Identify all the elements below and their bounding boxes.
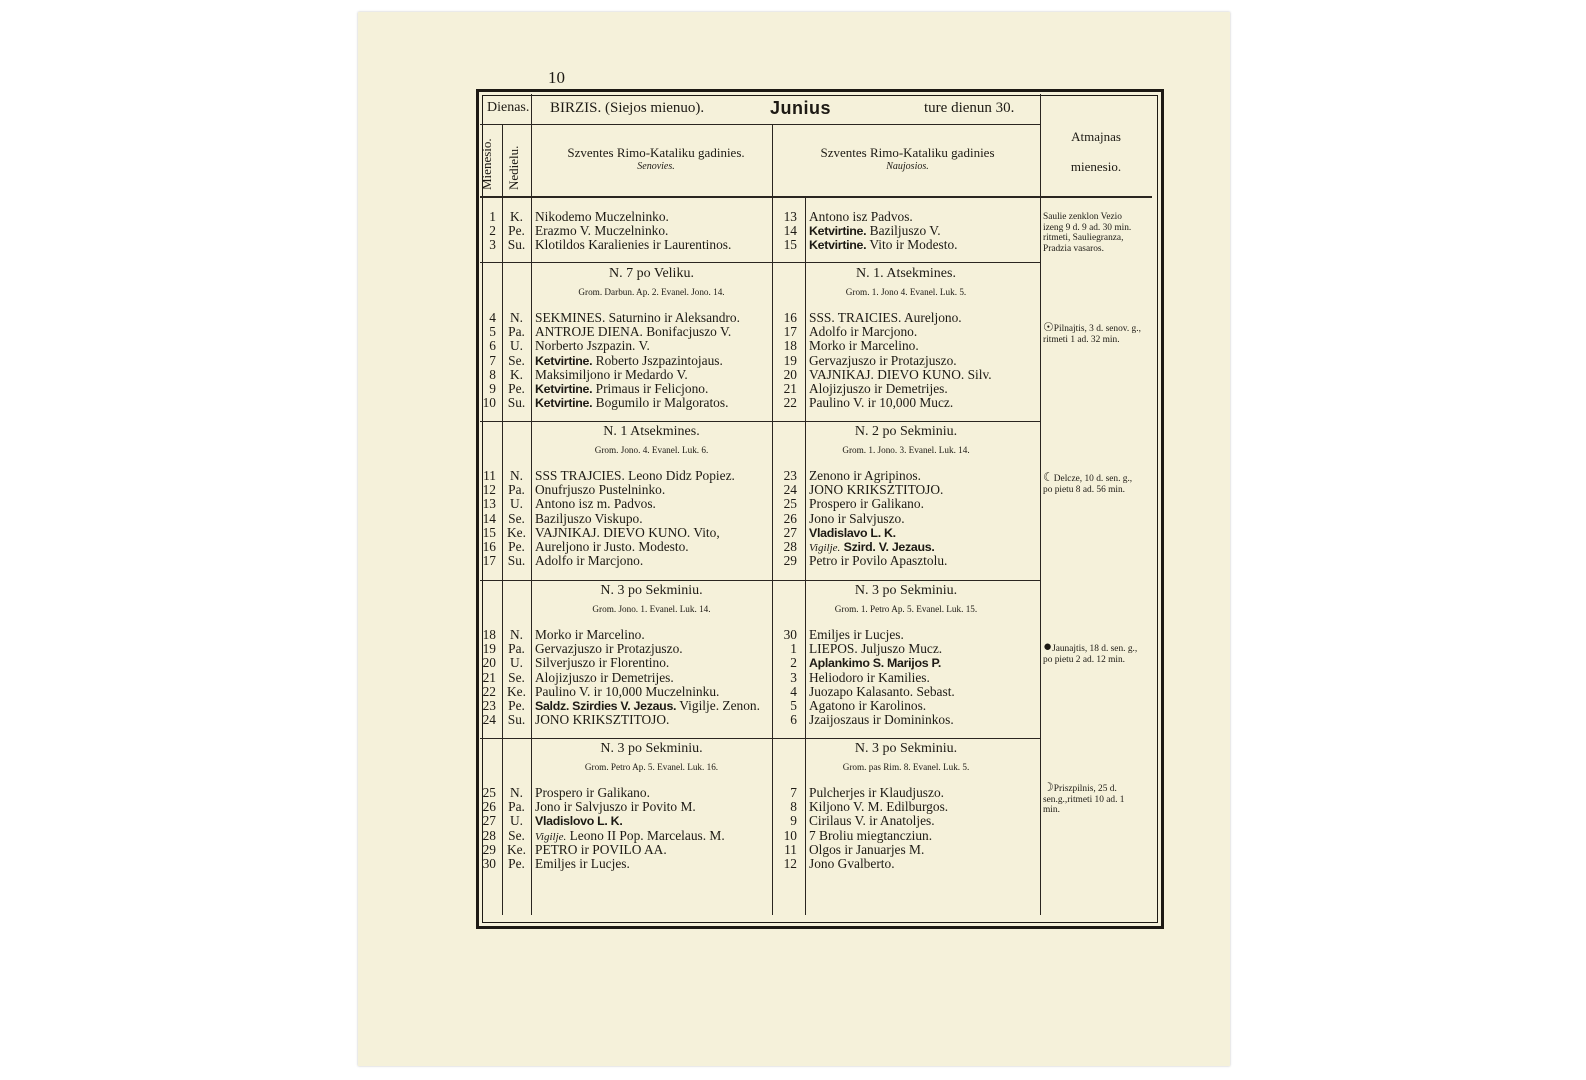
new-day-number: 10: [783, 827, 797, 843]
week-title-new: N. 3 po Sekminiu.: [854, 741, 958, 756]
new-day-number: 29: [783, 553, 797, 569]
header-col-new-title: Szventes Rimo-Kataliku gadinies: [820, 145, 995, 160]
feast-new: Agatono ir Karolinos.: [809, 698, 927, 713]
feast-new: Olgos ir Januarjes M.: [809, 841, 925, 857]
new-day-number: 15: [783, 237, 797, 253]
day-number: 4: [489, 310, 496, 325]
weekday: Ke.: [507, 683, 526, 699]
weekday: Pa.: [508, 799, 525, 815]
day-number: 16: [482, 539, 496, 554]
feast-new: Pulcherjes ir Klaudjuszo.: [809, 785, 944, 800]
rule-moon-col: [1040, 94, 1041, 915]
weekday: Pe.: [508, 381, 525, 396]
moon-phase-text: Jaunajtis, 18 d. sen. g., po pietu 2 ad. 12 min.: [1043, 644, 1138, 665]
weekday: Pa.: [508, 324, 525, 340]
feast-new: SSS. TRAICIES. Aureljono.: [809, 310, 962, 325]
weekday: U.: [509, 338, 524, 354]
full-moon-note: [1043, 322, 1143, 345]
day-number: 11: [483, 468, 496, 483]
feast-old: Onufrjuszo Pustelninko.: [535, 482, 666, 498]
moon-phase-text: Priszpilnis, 25 d. sen.g.,ritmeti 10 ad. 1 min.: [1043, 784, 1125, 816]
feast-new: Vladislavo L. K.: [809, 525, 896, 540]
new-moon-note: [1043, 639, 1143, 665]
weekday: Pe.: [508, 856, 525, 871]
day-number: 29: [482, 841, 496, 857]
gospel-old: Grom. Jono. 1. Evanel. Luk. 14.: [592, 604, 711, 614]
rule-week-sep-4: [480, 738, 1040, 739]
day-number: 25: [482, 785, 496, 800]
day-number: 1: [489, 209, 496, 224]
feast-new: Kiljono V. M. Edilburgos.: [809, 799, 949, 815]
header-month-lat: Junius: [770, 98, 832, 118]
day-number: 18: [482, 627, 496, 642]
feast-new: Vigilje. Szird. V. Jezaus.: [809, 540, 935, 554]
weekday: Su.: [507, 553, 526, 569]
weekday: Pe.: [508, 698, 525, 713]
feast-old: Ketvirtine. Primaus ir Felicjono.: [535, 381, 709, 396]
new-day-number: 14: [783, 223, 797, 239]
new-day-number: 11: [784, 841, 797, 857]
feast-old: SEKMINES. Saturnino ir Aleksandro.: [535, 310, 740, 325]
header-col-moon: Atmajnas mienesio.: [1070, 129, 1122, 174]
new-day-number: 6: [790, 712, 797, 728]
day-number: 3: [489, 237, 496, 253]
feast-new: Juozapo Kalasanto. Sebast.: [809, 683, 955, 699]
feast-old: SSS TRAJCIES. Leono Didz Popiez.: [535, 468, 735, 483]
header-col-new-sub: Naujosios.: [886, 161, 929, 172]
new-day-number: 2: [790, 655, 797, 671]
day-number: 15: [482, 524, 496, 540]
weekday: N.: [509, 310, 524, 325]
feast-old: Ketvirtine. Roberto Jszpazintojaus.: [535, 352, 723, 368]
day-number: 30: [482, 856, 496, 871]
new-day-number: 3: [790, 669, 797, 685]
gospel-new: Grom. pas Rim. 8. Evanel. Luk. 5.: [842, 762, 970, 772]
feast-new: Ketvirtine. Vito ir Modesto.: [809, 237, 958, 253]
weekday: U.: [509, 496, 524, 512]
header-col-old-title: Szventes Rimo-Kataliku gadinies.: [567, 145, 745, 160]
feast-old: Baziljuszo Viskupo.: [535, 510, 643, 526]
new-day-number: 22: [783, 395, 797, 411]
weekday: Su.: [507, 395, 526, 411]
moon-phase-text: Saulie zenklon Vezio izeng 9 d. 9 ad. 30 min. ritmeti, Sauliegranza, Pradzia vasaros.: [1043, 212, 1132, 254]
new-day-number: 24: [783, 482, 797, 498]
moon-phase-icon: ☉: [1043, 320, 1054, 334]
day-number: 14: [482, 510, 496, 526]
rule-under-header: [480, 196, 1152, 198]
new-day-number: 1: [790, 641, 797, 657]
new-day-number: 16: [783, 310, 797, 325]
feast-new: Alojizjuszo ir Demetrijes.: [809, 381, 948, 396]
feast-old: PETRO ir POVILO AA.: [535, 841, 667, 857]
feast-old: Gervazjuszo ir Protazjuszo.: [535, 641, 683, 657]
new-day-number: 25: [783, 496, 797, 512]
moon-phase-icon: ☽: [1043, 780, 1054, 794]
feast-old: Adolfo ir Marcjono.: [535, 553, 644, 569]
feast-new: VAJNIKAJ. DIEVO KUNO. Silv.: [809, 366, 992, 382]
new-day-number: 5: [790, 698, 797, 713]
feast-new: Ketvirtine. Baziljuszo V.: [809, 223, 941, 239]
new-day-number: 21: [783, 381, 797, 396]
gospel-old: Grom. Jono. 4. Evanel. Luk. 6.: [594, 445, 709, 455]
weekday: Se.: [508, 352, 525, 368]
rule-week-sep-3: [480, 580, 1040, 581]
week-title-old: N. 1 Atsekmines.: [603, 424, 700, 439]
feast-old: VAJNIKAJ. DIEVO KUNO. Vito,: [535, 524, 720, 540]
rule-new-num: [805, 196, 806, 915]
sun-sign-note: [1043, 212, 1143, 254]
new-day-number: 27: [783, 524, 797, 540]
day-number: 8: [489, 366, 496, 382]
weekday: Pa.: [508, 641, 525, 657]
header-dienas: Dienas.: [487, 100, 530, 115]
day-number: 6: [489, 338, 496, 354]
new-day-number: 26: [783, 510, 797, 526]
page-number: 10: [548, 68, 565, 87]
header-days-count: ture dienun 30.: [924, 100, 1015, 116]
week-title-old: N. 3 po Sekminiu.: [600, 583, 703, 598]
feast-new: Antono isz Padvos.: [809, 209, 913, 224]
feast-new: Paulino V. ir 10,000 Mucz.: [809, 395, 954, 411]
gospel-old: Grom. Petro Ap. 5. Evanel. Luk. 16.: [584, 762, 719, 772]
feast-new: Jono Gvalberto.: [809, 856, 895, 871]
gospel-new: Grom. 1. Petro Ap. 5. Evanel. Luk. 15.: [834, 604, 978, 614]
feast-old: Silverjuszo ir Florentino.: [535, 655, 670, 671]
feast-new: JONO KRIKSZTITOJO.: [809, 482, 944, 498]
new-day-number: 20: [783, 366, 797, 382]
day-number: 28: [482, 827, 496, 843]
feast-old: Antono isz m. Padvos.: [535, 496, 656, 512]
feast-new: Adolfo ir Marcjono.: [809, 324, 918, 340]
new-day-number: 13: [783, 209, 797, 224]
rule-under-title: [480, 124, 1040, 125]
weekday: U.: [509, 655, 524, 671]
feast-old: Nikodemo Muczelninko.: [535, 209, 669, 224]
new-day-number: 4: [790, 683, 797, 699]
gospel-new: Grom. 1. Jono. 3. Evanel. Luk. 14.: [842, 445, 970, 455]
feast-old: ANTROJE DIENA. Bonifacjuszo V.: [535, 324, 732, 340]
moon-phase-text: Pilnajtis, 3 d. senov. g., ritmeti 1 ad. 32 min.: [1043, 324, 1141, 345]
feast-old: Jono ir Salvjuszo ir Povito M.: [535, 799, 696, 815]
new-day-number: 9: [790, 813, 797, 829]
weekday: Su.: [507, 237, 526, 253]
feast-old: Alojizjuszo ir Demetrijes.: [535, 669, 674, 685]
day-number: 13: [482, 496, 496, 512]
weekday: U.: [509, 813, 524, 829]
feast-new: Petro ir Povilo Apasztolu.: [809, 553, 948, 569]
feast-new: Aplankimo S. Marijos P.: [809, 656, 941, 671]
week-title-new: N. 3 po Sekminiu.: [854, 583, 958, 598]
new-day-number: 18: [783, 338, 797, 354]
header-col-mienesio: Mienesio.: [479, 138, 494, 190]
weekday: Pe.: [508, 539, 525, 554]
day-number: 17: [482, 553, 496, 569]
new-day-number: 23: [783, 468, 797, 483]
day-number: 27: [482, 813, 496, 829]
day-number: 26: [482, 799, 496, 815]
week-title-old: N. 7 po Veliku.: [609, 266, 694, 281]
feast-old: JONO KRIKSZTITOJO.: [535, 712, 670, 728]
day-number: 12: [482, 482, 496, 498]
weekday: Se.: [508, 510, 525, 526]
feast-new: Prospero ir Galikano.: [809, 496, 924, 512]
feast-new: Heliodoro ir Kamilies.: [809, 669, 930, 685]
feast-new: LIEPOS. Juljuszo Mucz.: [809, 641, 943, 657]
header-col-new: [780, 145, 1035, 172]
day-number: 22: [482, 683, 496, 699]
feast-old: Maksimiljono ir Medardo V.: [535, 366, 688, 382]
day-number: 7: [489, 352, 496, 368]
new-day-number: 12: [783, 856, 797, 871]
moon-phase-text: Delcze, 10 d. sen. g., po pietu 8 ad. 56 min.: [1043, 474, 1133, 495]
feast-old: Emiljes ir Lucjes.: [535, 856, 630, 871]
moon-phase-icon: ●: [1043, 639, 1053, 655]
new-day-number: 19: [783, 352, 797, 368]
weekday: Ke.: [507, 524, 526, 540]
weekday: Pa.: [508, 482, 525, 498]
new-day-number: 28: [783, 539, 797, 554]
feast-old: Vladislovo L. K.: [535, 814, 623, 829]
feast-old: Erazmo V. Muczelninko.: [535, 223, 669, 239]
header-col-old: [540, 145, 772, 172]
day-number: 21: [482, 669, 496, 685]
first-quarter-note: [1043, 782, 1143, 816]
gospel-new: Grom. 1. Jono 4. Evanel. Luk. 5.: [845, 287, 967, 297]
moon-phase-icon: ☾: [1043, 470, 1054, 484]
weekday: Se.: [508, 669, 525, 685]
gospel-old: Grom. Darbun. Ap. 2. Evanel. Jono. 14.: [578, 287, 725, 297]
week-title-new: N. 1. Atsekmines.: [856, 266, 956, 281]
day-number: 23: [482, 698, 496, 713]
feast-old: Paulino V. ir 10,000 Muczelninku.: [535, 683, 720, 699]
day-number: 9: [489, 381, 496, 396]
day-number: 5: [489, 324, 496, 340]
header-col-old-sub: Senovies.: [637, 161, 675, 172]
rule-week-sep-1: [480, 262, 1040, 263]
last-quarter-note: [1043, 472, 1143, 495]
feast-old: Ketvirtine. Bogumilo ir Malgoratos.: [535, 395, 729, 411]
new-day-number: 30: [783, 627, 797, 642]
weekday: N.: [509, 468, 524, 483]
weekday: Ke.: [507, 841, 526, 857]
feast-new: Zenono ir Agripinos.: [809, 468, 921, 483]
week-title-new: N. 2 po Sekminiu.: [854, 424, 958, 439]
weekday: K.: [509, 366, 524, 382]
weekday: N.: [509, 785, 524, 800]
feast-old: Morko ir Marcelino.: [535, 627, 645, 642]
feast-old: Norberto Jszpazin. V.: [535, 338, 650, 354]
feast-new: Gervazjuszo ir Protazjuszo.: [809, 352, 957, 368]
feast-new: Jono ir Salvjuszo.: [809, 510, 905, 526]
weekday: N.: [509, 627, 524, 642]
day-number: 10: [482, 395, 496, 411]
header-month-lt: BIRZIS. (Siejos mienuo).: [550, 100, 705, 116]
feast-old: Prospero ir Galikano.: [535, 785, 650, 800]
new-day-number: 8: [790, 799, 797, 815]
new-day-number: 7: [790, 785, 797, 800]
feast-new: Morko ir Marcelino.: [809, 338, 919, 354]
rule-week-col: [531, 94, 532, 915]
day-number: 19: [482, 641, 496, 657]
feast-new: Cirilaus V. ir Anatoljes.: [809, 813, 935, 829]
feast-new: 7 Broliu miegtancziun.: [809, 827, 933, 843]
weekday: Se.: [508, 827, 525, 843]
rule-week-sep-2: [480, 421, 1040, 422]
day-number: 24: [482, 712, 496, 728]
weekday: Pe.: [508, 223, 525, 239]
day-number: 20: [482, 655, 496, 671]
header-col-nedielu: Nedielu.: [506, 145, 521, 190]
feast-old: Vigilje. Leono II Pop. Marcelaus. M.: [535, 827, 725, 843]
day-number: 2: [489, 223, 496, 239]
feast-old: Saldz. Szirdies V. Jezaus. Vigilje. Zenon.: [535, 698, 760, 713]
feast-new: Emiljes ir Lucjes.: [809, 627, 904, 642]
feast-new: Jzaijoszaus ir Domininkos.: [809, 712, 954, 728]
feast-old: Klotildos Karalienies ir Laurentinos.: [535, 237, 732, 253]
new-day-number: 17: [783, 324, 797, 340]
week-title-old: N. 3 po Sekminiu.: [600, 741, 703, 756]
weekday: K.: [509, 209, 524, 224]
weekday: Su.: [507, 712, 526, 728]
feast-old: Aureljono ir Justo. Modesto.: [535, 539, 689, 554]
